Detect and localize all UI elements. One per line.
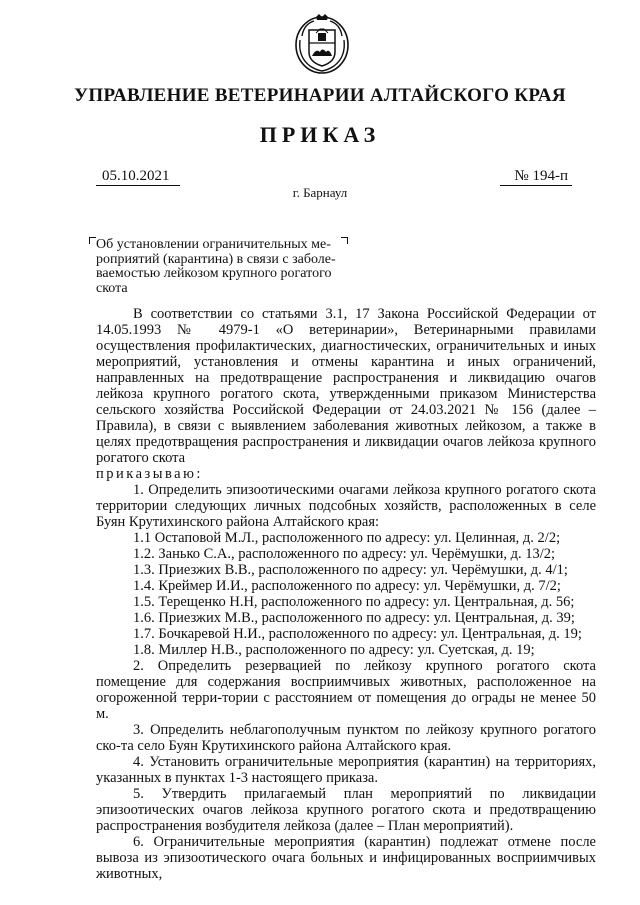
subitem-1-4: 1.4. Креймер И.И., расположенного по адресу: ул. Черёмушки, д. 7/2; [133, 578, 561, 594]
subitem-1-1: 1.1 Остаповой М.Л., расположенного по адресу: ул. Целинная, д. 2/2; [133, 530, 561, 546]
point-6: 6. Ограничительные мероприятия (карантин) подлежат отмене после вывоза из эпизоотического очага больных и инфицированных восприимчивых животных, [96, 834, 596, 882]
preamble-paragraph: В соответствии со статьями 3.1, 17 Закона Российской Федерации от 14.05.1993 № 4979-1 «О ветеринарии», Ветеринарными правилами осуществления профилактических, диагностических, ограничительных и иных мероприятий, установления и отмены карантина и иных ограничений, направленных на предотвращение распространения и ликвидацию очагов лейкоза крупного рогатого скота, утвержденными приказом Министерства сельского хозяйства Российской Федерации от 24.03.2021 № 156 (далее – Правила), в связи с выявлением заболевания животных лейкозом, а также в целях предотвращения распространения и ликвидации очагов лейкоза крупного рогатого скота [96, 306, 596, 466]
document-number: № 194-п [500, 167, 572, 186]
point-1: 1. Определить эпизоотическими очагами лейкоза крупного рогатого скота территории следующих личных подсобных хозяйств, расположенных в селе Буян Крутихинского района Алтайского края: [96, 482, 596, 530]
altai-krai-coat-of-arms-icon [294, 12, 350, 74]
subitem-1-5: 1.5. Терещенко Н.Н, расположенного по адресу: ул. Центральная, д. 56; [133, 594, 575, 610]
organization-name: УПРАВЛЕНИЕ ВЕТЕРИНАРИИ АЛТАЙСКОГО КРАЯ [74, 85, 566, 106]
document-subject: Об установлении ограничительных ме-роприятий (карантина) в связи с заболе-ваемостью лейкозом крупного рогатого скота [96, 237, 336, 296]
subitem-1-8: 1.8. Миллер Н.В., расположенного по адресу: ул. Суетская, д. 19; [133, 642, 535, 658]
subitem-1-3: 1.3. Приезжих В.В., расположенного по адресу: ул. Черёмушки, д. 4/1; [133, 562, 568, 578]
subject-bracket-left [89, 237, 96, 244]
point-5: 5. Утвердить прилагаемый план мероприятий по ликвидации эпизоотических очагов лейкоза крупного рогатого скота и предотвращению распространения возбудителя лейкоза (далее – План мероприятий). [96, 786, 596, 834]
point-4: 4. Установить ограничительные мероприятия (карантин) на территориях, указанных в пунктах 1-3 настоящего приказа. [96, 754, 596, 786]
subitem-1-7: 1.7. Бочкаревой Н.И., расположенного по адресу: ул. Центральная, д. 19; [133, 626, 582, 642]
document-date: 05.10.2021 [96, 167, 180, 186]
subitem-1-2: 1.2. Занько С.А., расположенного по адресу: ул. Черёмушки, д. 13/2; [133, 546, 556, 562]
document-body [96, 306, 596, 882]
point-2: 2. Определить резервацией по лейкозу крупного рогатого скота помещение для содержания восприимчивых животных, расположенное на огороженной терри-тории с расстоянием от помещения до ограды не менее 50 м. [96, 658, 596, 722]
point-3: 3. Определить неблагополучным пунктом по лейкозу крупного рогатого ско-та село Буян Крутихинского района Алтайского края. [96, 722, 596, 754]
subitem-1-6: 1.6. Приезжих М.В., расположенного по адресу: ул. Центральная, д. 39; [133, 610, 575, 626]
document-type: ПРИКАЗ [259, 122, 381, 147]
order-word: приказываю: [96, 466, 203, 482]
document-city: г. Барнаул [292, 185, 348, 200]
